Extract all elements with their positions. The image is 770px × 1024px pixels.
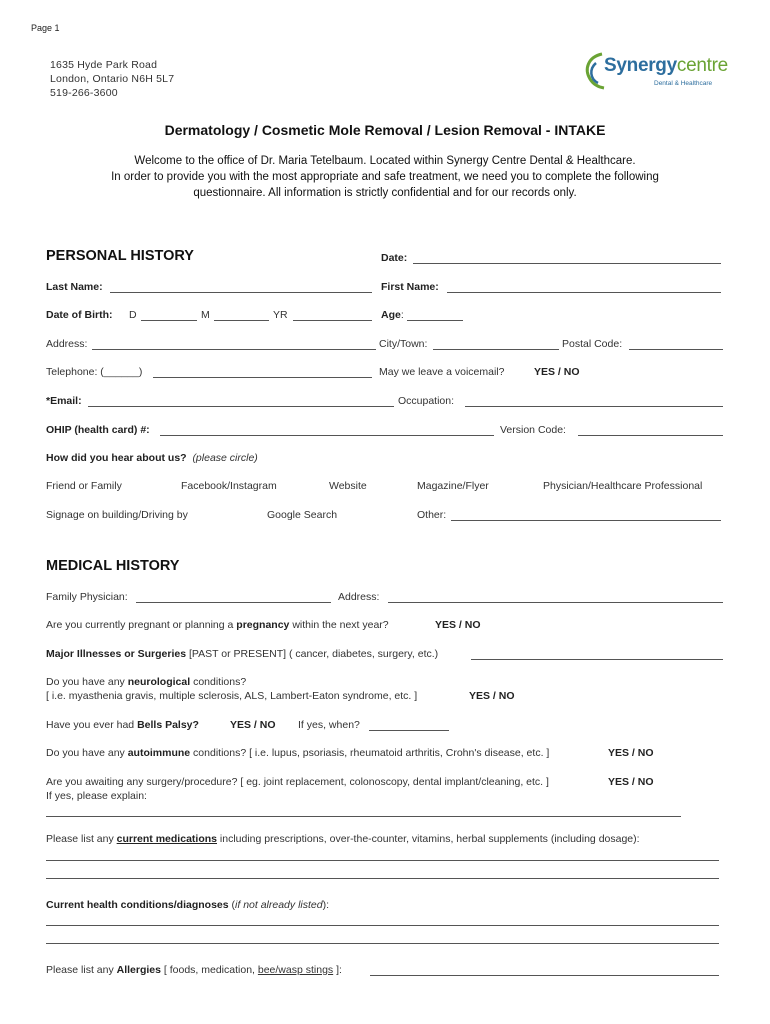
age-label: Age: <box>381 309 404 321</box>
version-code-field[interactable] <box>578 435 723 436</box>
referral-option-google[interactable]: Google Search <box>267 509 338 521</box>
neurological-question: Do you have any neurological conditions? <box>46 676 247 688</box>
logo-subtitle: Dental & Healthcare <box>654 80 713 87</box>
address-line-phone: 519-266-3600 <box>50 87 118 99</box>
bells-palsy-when-label: If yes, when? <box>298 719 360 731</box>
physician-address-field[interactable] <box>388 602 723 603</box>
age-field[interactable] <box>407 320 463 321</box>
first-name-label: First Name: <box>381 281 439 293</box>
bells-palsy-yes-no[interactable]: YES / NO <box>230 719 276 731</box>
last-name-label: Last Name: <box>46 281 103 293</box>
voicemail-yes-no[interactable]: YES / NO <box>534 366 580 378</box>
major-illness-question: Major Illnesses or Surgeries [PAST or PRESENT] ( cancer, diabetes, surgery, etc.) <box>46 648 439 660</box>
email-label: *Email: <box>46 395 82 407</box>
telephone-label: Telephone: (______) <box>46 366 143 378</box>
family-physician-label: Family Physician: <box>46 591 128 603</box>
pregnancy-question: Are you currently pregnant or planning a pregnancy within the next year? <box>46 619 389 631</box>
conditions-field-2[interactable] <box>46 943 719 944</box>
conditions-question: Current health conditions/diagnoses (if not already listed): <box>46 899 330 911</box>
intro-line-1: Welcome to the office of Dr. Maria Tetelbaum. Located within Synergy Centre Dental & Healthcare. <box>134 155 636 167</box>
pregnancy-yes-no[interactable]: YES / NO <box>435 619 481 631</box>
surgery-explain-label: If yes, please explain: <box>46 790 147 802</box>
intro-line-3: questionnaire. All information is strictly confidential and for our records only. <box>193 187 577 199</box>
postal-code-field[interactable] <box>629 349 723 350</box>
surgery-explain-field[interactable] <box>46 816 681 817</box>
autoimmune-question: Do you have any autoimmune conditions? [ i.e. lupus, psoriasis, rheumatoid arthritis, Crohn's disease, etc. ] <box>46 747 550 759</box>
referral-option-magazine[interactable]: Magazine/Flyer <box>417 480 489 492</box>
form-title: Dermatology / Cosmetic Mole Removal / Lesion Removal - INTAKE <box>164 122 606 138</box>
address-line-city: London, Ontario N6H 5L7 <box>50 73 175 85</box>
postal-code-label: Postal Code: <box>562 338 623 350</box>
occupation-label: Occupation: <box>398 395 455 407</box>
ohip-field[interactable] <box>160 435 494 436</box>
physician-address-label: Address: <box>338 591 380 603</box>
autoimmune-yes-no[interactable]: YES / NO <box>608 747 654 759</box>
address-line-street: 1635 Hyde Park Road <box>50 59 158 71</box>
telephone-field[interactable] <box>153 377 372 378</box>
referral-option-website[interactable]: Website <box>329 480 367 492</box>
version-code-label: Version Code: <box>500 424 566 436</box>
bells-palsy-when-field[interactable] <box>369 730 449 731</box>
address-field[interactable] <box>92 349 376 350</box>
address-label: Address: <box>46 338 88 350</box>
logo-wordmark: Synergycentre <box>604 55 728 76</box>
occupation-field[interactable] <box>465 406 723 407</box>
ohip-label: OHIP (health card) #: <box>46 424 150 436</box>
referral-option-physician[interactable]: Physician/Healthcare Professional <box>543 480 703 492</box>
major-illness-field[interactable] <box>471 659 723 660</box>
voicemail-question: May we leave a voicemail? <box>379 366 505 378</box>
referral-option-friend[interactable]: Friend or Family <box>46 480 122 492</box>
allergies-question: Please list any Allergies [ foods, medication, bee/wasp stings ]: <box>46 964 342 976</box>
medications-field-1[interactable] <box>46 860 719 861</box>
date-label: Date: <box>381 252 408 264</box>
medications-question: Please list any current medications including prescriptions, over-the-counter, vitamins, herbal supplements (including dosage): <box>46 833 640 845</box>
surgery-yes-no[interactable]: YES / NO <box>608 776 654 788</box>
date-field[interactable] <box>413 263 721 264</box>
referral-other-field[interactable] <box>451 520 721 521</box>
first-name-field[interactable] <box>447 292 721 293</box>
personal-history-heading: PERSONAL HISTORY <box>46 248 194 264</box>
dob-year-label: YR <box>273 309 288 321</box>
allergies-field[interactable] <box>370 975 719 976</box>
surgery-question: Are you awaiting any surgery/procedure? [ eg. joint replacement, colonoscopy, dental implant/cleaning, etc. ] <box>46 776 549 788</box>
family-physician-field[interactable] <box>136 602 331 603</box>
medical-history-heading: MEDICAL HISTORY <box>46 558 180 574</box>
dob-day-label: D <box>129 309 137 321</box>
referral-option-other[interactable]: Other: <box>417 509 447 521</box>
referral-option-signage[interactable]: Signage on building/Driving by <box>46 509 188 521</box>
neurological-examples: [ i.e. myasthenia gravis, multiple sclerosis, ALS, Lambert-Eaton syndrome, etc. ] <box>46 690 418 702</box>
synergy-logo <box>582 51 732 93</box>
referral-question: How did you hear about us? (please circle) <box>46 452 258 464</box>
email-field[interactable] <box>88 406 394 407</box>
neurological-yes-no[interactable]: YES / NO <box>469 690 515 702</box>
city-field[interactable] <box>433 349 559 350</box>
bells-palsy-question: Have you ever had Bells Palsy? <box>46 719 199 731</box>
conditions-field-1[interactable] <box>46 925 719 926</box>
last-name-field[interactable] <box>110 292 372 293</box>
medications-field-2[interactable] <box>46 878 719 879</box>
dob-month-label: M <box>201 309 210 321</box>
dob-month-field[interactable] <box>214 320 269 321</box>
dob-label: Date of Birth: <box>46 309 113 321</box>
page-number: Page 1 <box>31 23 60 33</box>
intro-line-2: In order to provide you with the most appropriate and safe treatment, we need you to complete the following <box>111 171 659 183</box>
referral-option-facebook[interactable]: Facebook/Instagram <box>181 480 277 492</box>
dob-year-field[interactable] <box>293 320 372 321</box>
dob-day-field[interactable] <box>141 320 197 321</box>
city-label: City/Town: <box>379 338 428 350</box>
